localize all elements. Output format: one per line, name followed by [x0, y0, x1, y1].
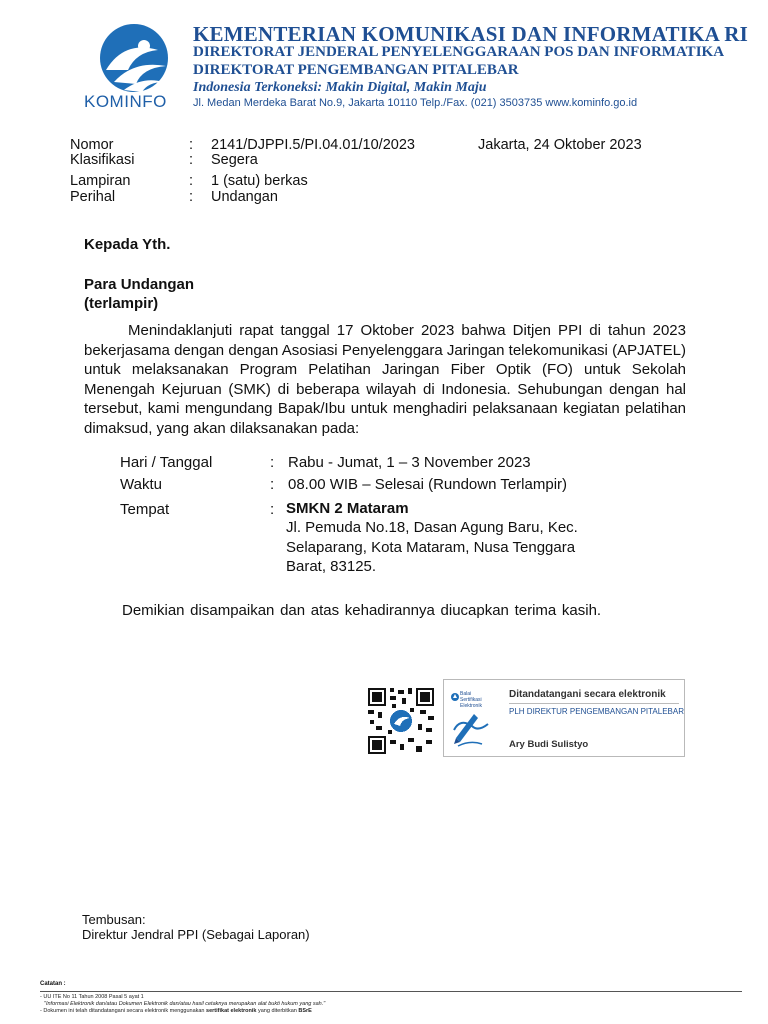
closing-sentence: Demikian disampaikan dan atas kehadirannya diucapkan terima kasih.	[122, 602, 602, 619]
nomor-separator: :	[189, 137, 194, 153]
klasifikasi-value: Segera	[211, 152, 258, 168]
perihal-label: Perihal	[70, 189, 116, 205]
footer-line-3-b: sertifikat elektronik	[206, 1008, 257, 1014]
salutation: Kepada Yth.	[84, 236, 171, 253]
cc-item: Direktur Jendral PPI (Sebagai Laporan)	[82, 927, 310, 942]
footer-title: Catatan :	[40, 981, 66, 987]
date-label: Hari / Tanggal	[120, 454, 213, 471]
footer-line-3-c: yang diterbitkan	[256, 1008, 299, 1014]
lampiran-separator: :	[189, 173, 194, 189]
letterhead-address: Jl. Medan Merdeka Barat No.9, Jakarta 10110 Telp./Fax. (021) 3503735 www.kominfo.go.id	[193, 97, 638, 109]
lampiran-value: 1 (satu) berkas	[211, 173, 308, 189]
klasifikasi-separator: :	[189, 152, 194, 168]
slogan: Indonesia Terkoneksi: Makin Digital, Makin Maju	[193, 80, 487, 95]
time-separator: :	[270, 476, 275, 493]
place-name: SMKN 2 Mataram	[286, 500, 409, 517]
cc-label: Tembusan:	[82, 912, 146, 927]
signed-electronically-text: Ditandatangani secara elektronik	[509, 689, 666, 700]
place-date: Jakarta, 24 Oktober 2023	[478, 137, 642, 153]
time-value: 08.00 WIB – Selesai (Rundown Terlampir)	[288, 476, 568, 493]
place-separator: :	[270, 501, 275, 518]
logo-wordmark: KOMINFO	[84, 92, 167, 111]
recipient-note: (terlampir)	[84, 295, 159, 312]
date-separator: :	[270, 454, 275, 471]
footer-line-3-d: BSrE	[298, 1008, 312, 1014]
signer-role: PLH DIREKTUR PENGEMBANGAN PITALEBAR	[509, 707, 684, 716]
perihal-value: Undangan	[211, 189, 278, 205]
footer-line-3	[40, 1008, 312, 1014]
place-address-line-1: Jl. Pemuda No.18, Dasan Agung Baru, Kec.	[286, 519, 578, 536]
klasifikasi-label: Klasifikasi	[70, 152, 135, 168]
date-value: Rabu - Jumat, 1 – 3 November 2023	[288, 454, 531, 471]
signer-name: Ary Budi Sulistyo	[509, 739, 589, 750]
signature-divider	[509, 703, 679, 704]
time-label: Waktu	[120, 476, 162, 493]
bsre-label-2: Sertifikasi	[460, 697, 482, 703]
perihal-separator: :	[189, 189, 194, 205]
place-address-line-2: Selaparang, Kota Mataram, Nusa Tenggara	[286, 539, 576, 556]
directorate-name: DIREKTORAT PENGEMBANGAN PITALEBAR	[193, 62, 519, 78]
lampiran-label: Lampiran	[70, 173, 131, 189]
footer-line-1: - UU ITE No 11 Tahun 2008 Pasal 5 ayat 1	[40, 994, 144, 1000]
ministry-name: KEMENTERIAN KOMUNIKASI DAN INFORMATIKA RI	[193, 22, 749, 46]
place-label: Tempat	[120, 501, 170, 518]
directorate-general-name: DIREKTORAT JENDERAL PENYELENGGARAAN POS DAN INFORMATIKA	[193, 44, 725, 60]
footer-line-3-a: - Dokumen ini telah ditandatangani secara elektronik menggunakan	[40, 1008, 207, 1014]
recipient: Para Undangan	[84, 276, 195, 293]
body-paragraph: Menindaklanjuti rapat tanggal 17 Oktober 2023 bahwa Ditjen PPI di tahun 2023 bekerjasama dengan dengan Asosiasi Penyelenggara Jaringan telekomunikasi (APJATEL) untuk melaksanakan Program Pelatihan Jaringan Fiber Optik (FO) untuk Sekolah Menengah Kejuruan (SMK) di beberapa wilayah di Indonesia. Sehubungan dengan hal tersebut, kami mengundang Bapak/Ibu untuk menghadiri pelaksanaan kegiatan pelatihan dimaksud, yang akan dilaksanakan pada:	[84, 322, 686, 437]
footer-line-2: "Informasi Elektronik dan/atau Dokumen Elektronik dan/atau hasil cetaknya merupakan alat bukti hukum yang sah."	[44, 1001, 326, 1007]
bsre-label-1: Balai	[460, 691, 472, 697]
place-address-line-3: Barat, 83125.	[286, 558, 377, 575]
nomor-value: 2141/DJPPI.5/PI.04.01/10/2023	[211, 137, 415, 153]
bsre-label-3: Elektronik	[460, 703, 482, 709]
nomor-label: Nomor	[70, 137, 114, 153]
footer-divider	[40, 991, 742, 992]
qr-code-icon	[368, 688, 434, 754]
